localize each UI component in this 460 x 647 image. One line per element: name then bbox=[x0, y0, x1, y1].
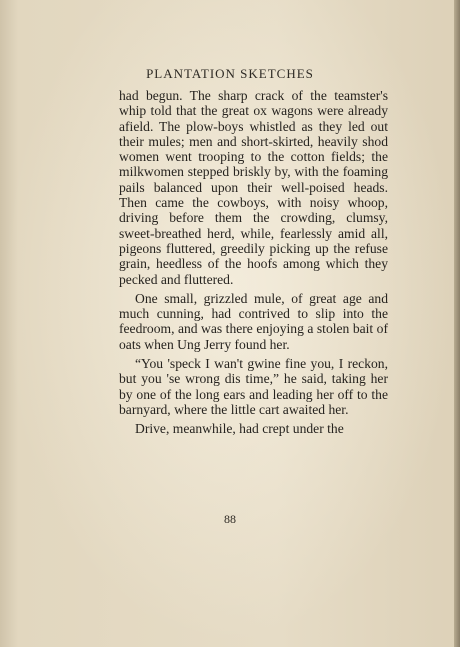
paragraph-2: One small, grizzled mule, of great age and much cunning, had contrived to slip into the feedroom, and was there enjoying a stolen bait of oats when Ung Jerry found her. bbox=[119, 290, 388, 352]
running-head: PLANTATION SKETCHES bbox=[146, 66, 314, 81]
paragraph-3: “You 'speck I wan't gwine fine you, I reckon, but you 'se wrong dis time,” he said, taking her by one of the long ears and leading her off to the barnyard, where the little cart awaited her. bbox=[119, 356, 388, 417]
paragraph-1: had begun. The sharp crack of the teamster's whip told that the great ox wagons were already afield. The plow-boys whistled as they led out their mules; men and short-skirted, heavily shod women went trooping to the cotton fields; the milkwomen stepped briskly by, with the foaming pails balanced upon their well-poised heads. Then came the cowboys, with noisy whoop, driving before them the crowding, clumsy, sweet-breathed herd, while, fearlessly amid all, pigeons fluttered, greedily picking up the refuse grain, heedless of the hoofs among which they pecked and fluttered. bbox=[119, 88, 388, 287]
page-number: 88 bbox=[224, 512, 236, 526]
page-edge bbox=[454, 0, 460, 647]
paragraph-4: Drive, meanwhile, had crept under the bbox=[135, 421, 344, 437]
body-text bbox=[119, 88, 388, 437]
